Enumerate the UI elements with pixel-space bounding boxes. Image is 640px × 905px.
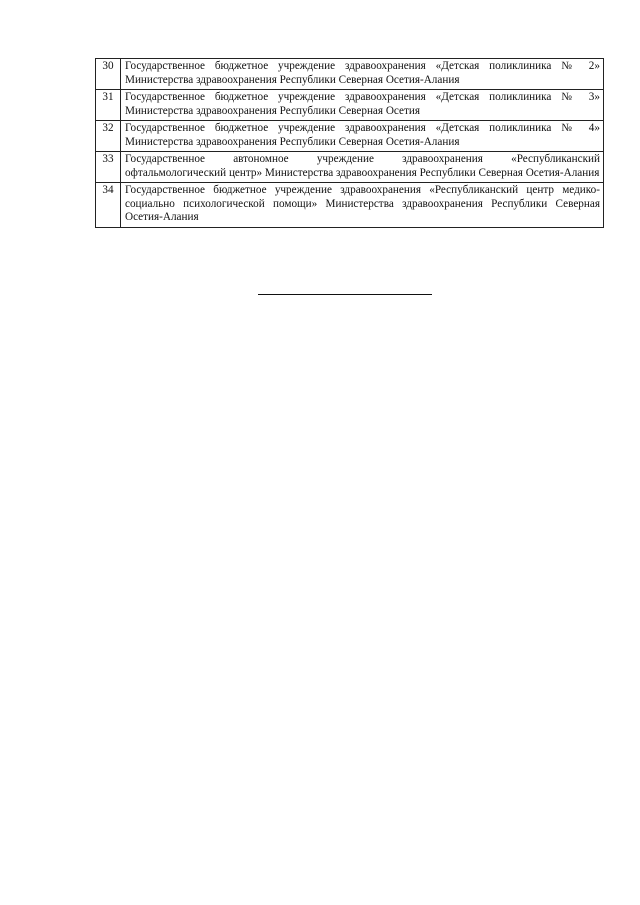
- end-of-document-rule: [258, 294, 432, 295]
- row-number: 31: [96, 90, 121, 121]
- row-text: Государственное бюджетное учреждение здравоохранения «Детская поликлиника № 3» Министерства здравоохранения Республики Северная Осетия: [121, 90, 604, 121]
- table-row: [96, 90, 604, 121]
- table-row: [96, 152, 604, 183]
- row-text: Государственное бюджетное учреждение здравоохранения «Республиканский центр медико-социально психологической помощи» Министерства здравоохранения Республики Северная Осетия-Алания: [121, 183, 604, 228]
- table-row: [96, 59, 604, 90]
- table-row: [96, 183, 604, 228]
- table-row: [96, 121, 604, 152]
- row-number: 30: [96, 59, 121, 90]
- row-number: 32: [96, 121, 121, 152]
- row-text: Государственное бюджетное учреждение здравоохранения «Детская поликлиника № 4» Министерства здравоохранения Республики Северная Осетия-Алания: [121, 121, 604, 152]
- row-number: 34: [96, 183, 121, 228]
- row-number: 33: [96, 152, 121, 183]
- row-text: Государственное автономное учреждение здравоохранения «Республиканский офтальмологический центр» Министерства здравоохранения Республики Северная Осетия-Алания: [121, 152, 604, 183]
- row-text: Государственное бюджетное учреждение здравоохранения «Детская поликлиника № 2» Министерства здравоохранения Республики Северная Осетия-Алания: [121, 59, 604, 90]
- institutions-table: [95, 58, 604, 228]
